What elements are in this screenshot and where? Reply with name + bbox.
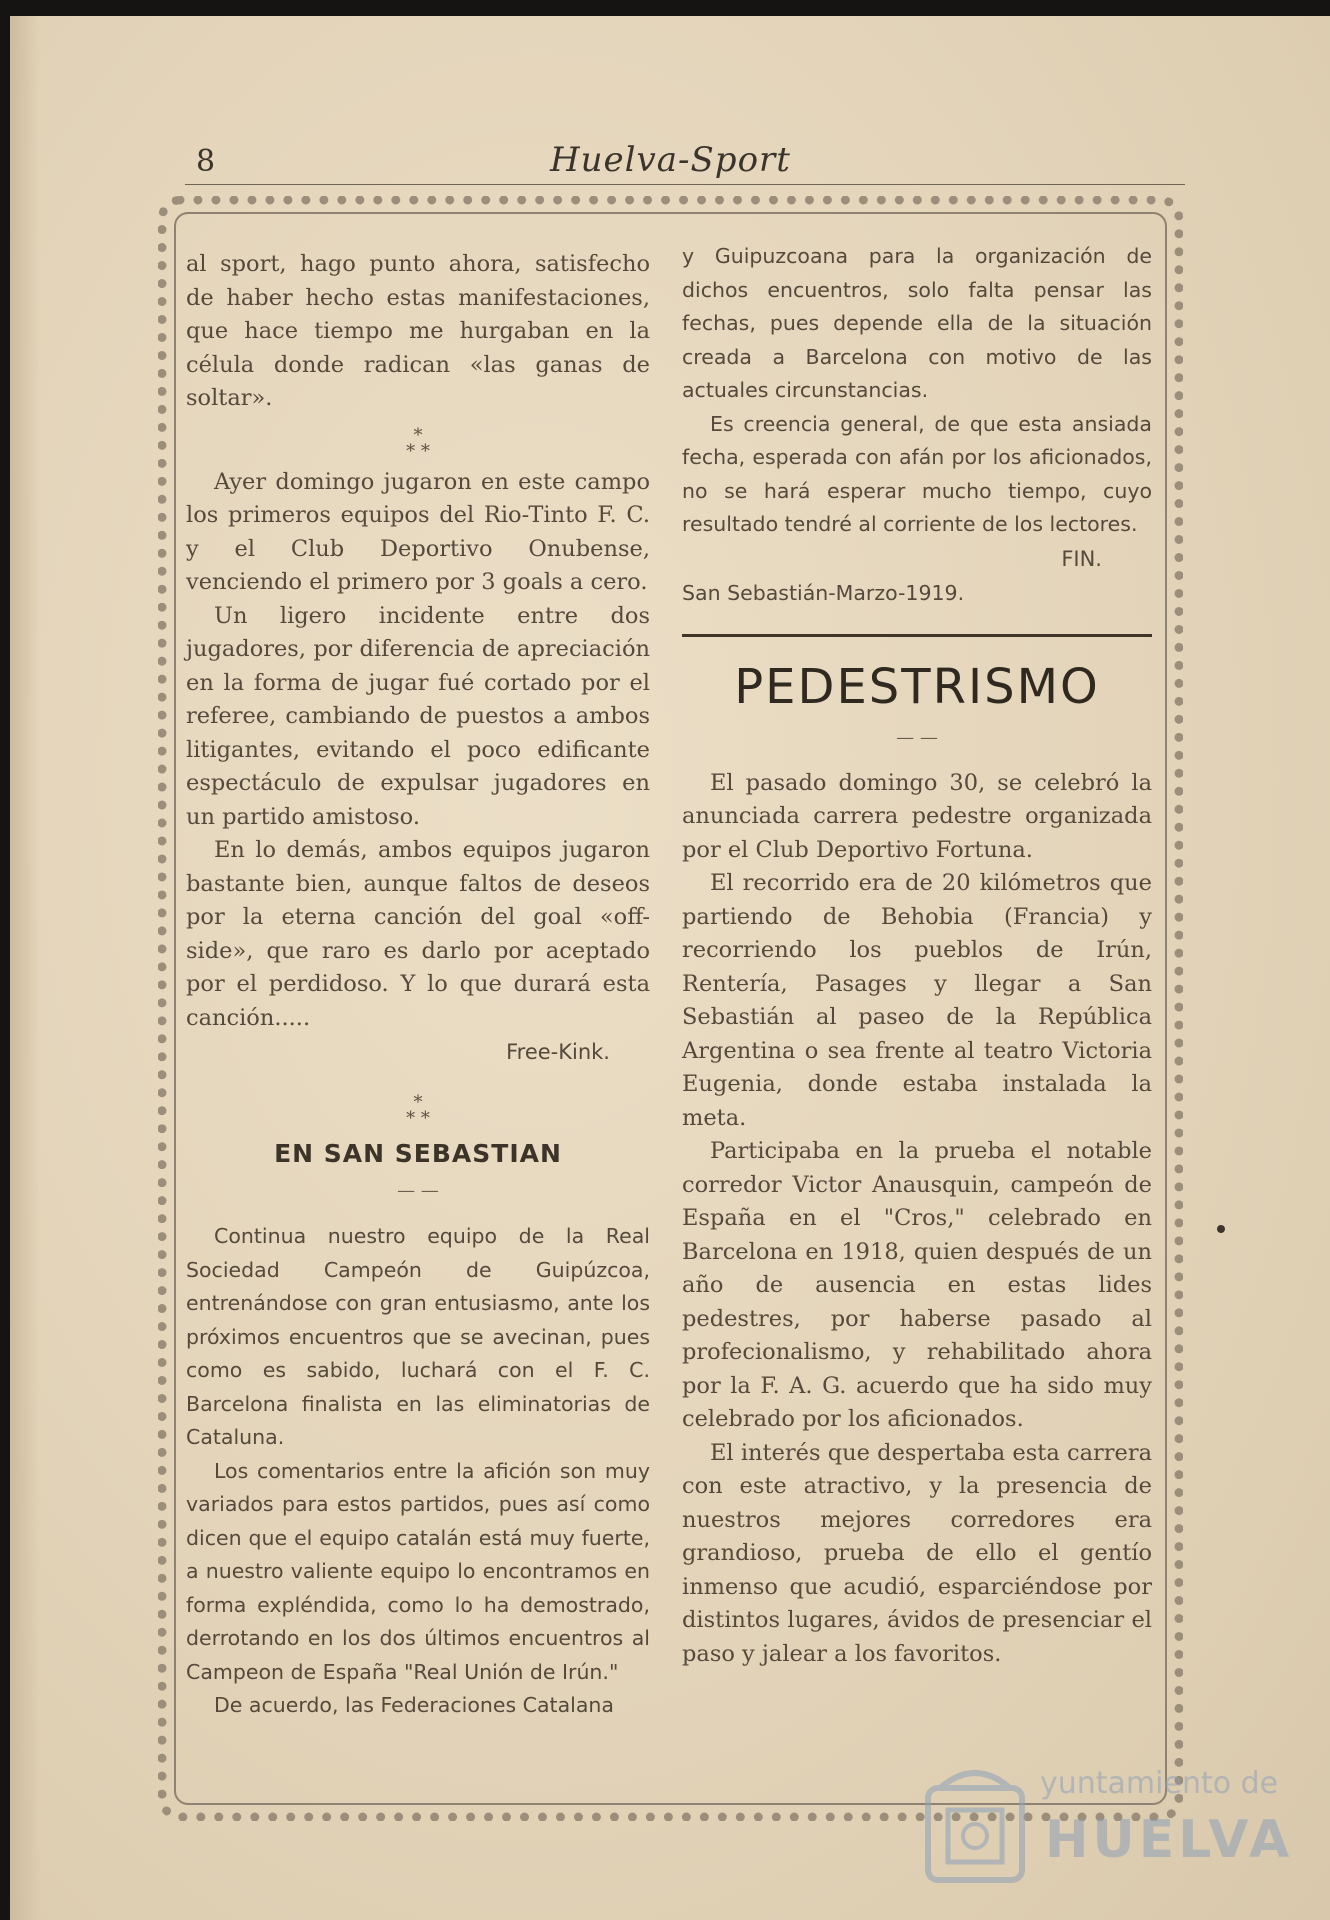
paragraph: Participaba en la prueba el notable corredor Victor Anausquin, campeón de España en el "Cros," celebrado en Barcelona en 1918, quien después de un año de ausencia en estas lides pedestres, por haberse pasado al profecionalismo, y rehabilitado ahora por la F. A. G. acuerdo que ha sido muy celebrado por los aficionados. xyxy=(682,1138,1152,1432)
article-end-mark: FIN. xyxy=(1061,546,1102,571)
paragraph: Un ligero incidente entre dos jugadores, por diferencia de apreciación en la forma de jugar fué cortado por el referee, cambiando de puestos a ambos litigantes, evitando el poco edificante espectáculo de expulsar jugadores en un partido amistoso. xyxy=(186,602,650,830)
paragraph: De acuerdo, las Federaciones Catalana xyxy=(214,1693,614,1717)
author-signature: Free-Kink. xyxy=(506,1040,610,1064)
paragraph: Continua nuestro equipo de la Real Sociedad Campeón de Guipúzcoa, entrenándose con gran entusiasmo, ante los próximos encuentros que se avecinan, pues como es sabido, luchará con el F. C. Barcelona finalista en las eliminatorias de Cataluna. xyxy=(186,1224,650,1449)
paragraph: El recorrido era de 20 kilómetros que partiendo de Behobia (Francia) y recorriendo los pueblos de Irún, Rentería, Pasages y llegar a San Sebastián al paseo de la República Argentina o sea frente al teatro Victoria Eugenia, donde estaba instalada la meta. xyxy=(682,870,1152,1131)
archive-watermark xyxy=(920,1748,1300,1898)
dateline: San Sebastián-Marzo-1919. xyxy=(682,580,965,605)
paragraph: Ayer domingo jugaron en este campo los primeros equipos del Rio-Tinto F. C. y el Club Deportivo Onubense, venciendo el primero por 3 goals a cero. xyxy=(186,468,650,595)
watermark-line: HUELVA xyxy=(1045,1810,1294,1870)
paragraph: Es creencia general, de que esta ansiada fecha, esperada con afán por los aficionados, no se hará esperar mucho tiempo, cuyo resultado tendré al corriente de los lectores. xyxy=(682,411,1152,536)
section-title: EN SAN SEBASTIAN xyxy=(274,1139,562,1168)
running-title: Huelva-Sport xyxy=(550,140,791,180)
ink-spot xyxy=(1217,1225,1225,1233)
asterism-divider: * * * xyxy=(406,1092,430,1129)
paragraph: al sport, hago punto ahora, satisfecho de haber hecho estas manifestaciones, que hace tiempo me hurgaban en la célula donde radican «las ganas de soltar». xyxy=(186,251,650,411)
left-column xyxy=(186,248,650,1723)
section-rule xyxy=(682,634,1152,637)
coat-of-arms-icon xyxy=(920,1758,1030,1888)
paragraph: y Guipuzcoana para la organización de dichos encuentros, solo falta pensar las fechas, pues depende ella de la situación creada a Barcelona con motivo de las actuales circunstancias. xyxy=(682,244,1152,402)
paragraph: Los comentarios entre la afición son muy variados para estos partidos, pues así como dicen que el equipo catalán está muy fuerte, a nuestro valiente equipo lo encontramos en forma expléndida, como lo ha demostrado, derrotando en los dos últimos encuentros al Campeon de España "Real Unión de Irún." xyxy=(186,1458,650,1684)
page-fold-shadow xyxy=(10,16,40,1920)
page-number: 8 xyxy=(196,144,216,179)
dash-divider: — — xyxy=(896,726,938,748)
section-title: PEDESTRISMO xyxy=(734,658,1100,715)
header-rule xyxy=(185,184,1185,185)
paragraph: En lo demás, ambos equipos jugaron bastante bien, aunque faltos de deseos por la eterna canción del goal «off-side», que raro es darlo por aceptado por el perdidoso. Y lo que durará esta canción..... xyxy=(186,837,650,1031)
dash-divider: — — xyxy=(397,1180,439,1201)
asterism-divider: * * * xyxy=(406,424,430,462)
watermark-line: yuntamiento de xyxy=(1040,1766,1279,1801)
paragraph: El pasado domingo 30, se celebró la anunciada carrera pedestre organizada por el Club Deportivo Fortuna. xyxy=(682,769,1152,863)
paragraph: El interés que despertaba esta carrera con este atractivo, y la presencia de nuestros mejores corredores era grandioso, prueba de ello el gentío inmenso que acudió, esparciéndose por distintos lugares, ávidos de presenciar el paso y jalear a los favoritos. xyxy=(682,1439,1152,1667)
right-column xyxy=(682,240,1152,1671)
